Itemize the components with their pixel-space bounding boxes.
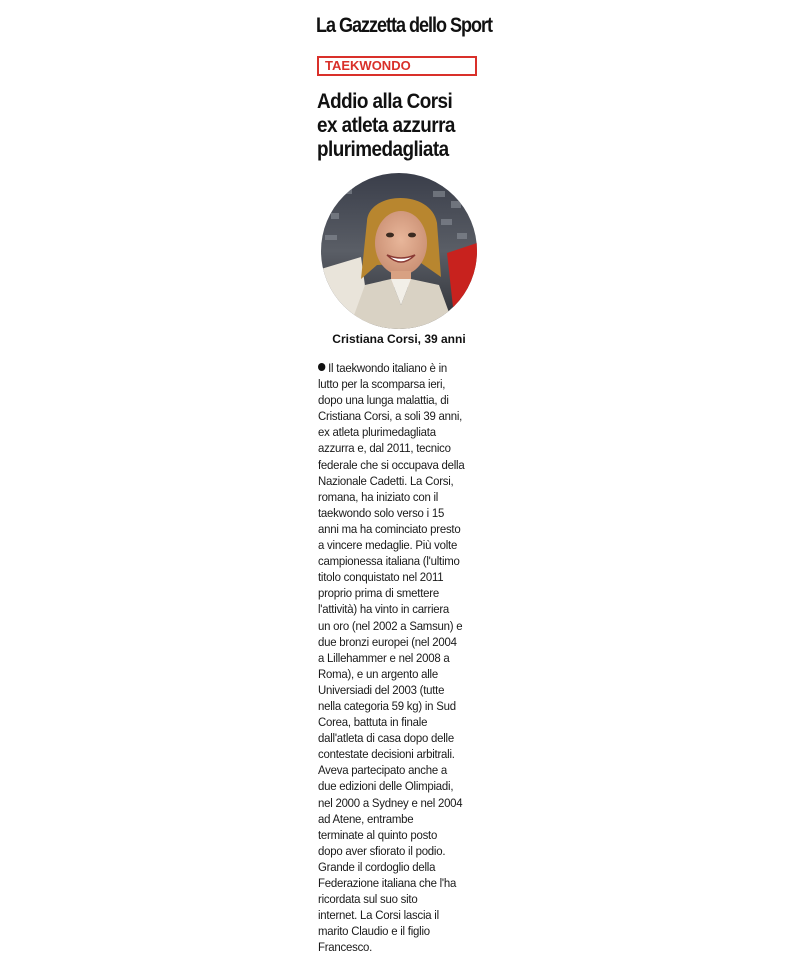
article-line: romana, ha iniziato con il <box>318 489 439 504</box>
headline-line: Addio alla Corsi <box>317 90 453 113</box>
article-line: dopo una lunga malattia, di <box>318 393 449 408</box>
article-line: Grande il cordoglio della <box>318 859 436 874</box>
article-line: lutto per la scomparsa ieri, <box>318 377 446 392</box>
article-line: contestate decisioni arbitrali. <box>318 747 455 762</box>
article-line-text: Il taekwondo italiano è in <box>328 361 447 375</box>
article-line: Cristiana Corsi, a soli 39 anni, <box>318 409 463 424</box>
article-line: l'attività) ha vinto in carriera <box>318 602 450 617</box>
article-line: due bronzi europei (nel 2004 <box>318 634 457 649</box>
article-line: taekwondo solo verso i 15 <box>318 505 445 520</box>
headline <box>317 90 470 162</box>
article-line: marito Claudio e il figlio <box>318 924 430 939</box>
article-line: dopo aver sfiorato il podio. <box>318 843 446 858</box>
article-line: azzurra e, dal 2011, tecnico <box>318 441 451 456</box>
article-line: Universiadi del 2003 (tutte <box>318 682 445 697</box>
article-line: un oro (nel 2002 a Samsun) e <box>318 618 463 633</box>
article-line: ex atleta plurimedagliata <box>318 425 436 440</box>
article-body <box>318 360 473 955</box>
article-line: terminate al quinto posto <box>318 827 438 842</box>
article-line: Francesco. <box>318 940 373 955</box>
article-line: campionessa italiana (l'ultimo <box>318 554 460 569</box>
article-line: Roma), e un argento alle <box>318 666 438 681</box>
article-line: a vincere medaglie. Più volte <box>318 538 458 553</box>
article-line: titolo conquistato nel 2011 <box>318 570 444 585</box>
article-line: nella categoria 59 kg) in Sud <box>318 698 456 713</box>
article-line: federale che si occupava della <box>318 457 465 472</box>
bullet-icon <box>318 363 325 371</box>
headline-line: plurimedagliata <box>317 138 449 161</box>
article-line: Aveva partecipato anche a <box>318 763 448 778</box>
article-line: Federazione italiana che l'ha <box>318 876 457 890</box>
portrait-photo <box>321 173 477 329</box>
section-label: TAEKWONDO <box>317 56 477 76</box>
article-line: anni ma ha cominciato presto <box>318 521 461 536</box>
article-line: ad Atene, entrambe <box>318 811 414 826</box>
article-line: Nazionale Cadetti. La Corsi, <box>318 473 454 488</box>
article-line: Corea, battuta in finale <box>318 715 428 730</box>
article-line: nel 2000 a Sydney e nel 2004 <box>318 795 463 810</box>
article-line <box>318 360 473 376</box>
article-line: a Lillehammer e nel 2008 a <box>318 650 450 665</box>
masthead: La Gazzetta dello Sport <box>316 14 492 37</box>
article-line: ricordata sul suo sito <box>318 892 418 907</box>
photo-caption: Cristiana Corsi, 39 anni <box>332 332 466 346</box>
article-line: proprio prima di smettere <box>318 586 439 601</box>
headline-line: ex atleta azzurra <box>317 114 455 137</box>
article-line: dall'atleta di casa dopo delle <box>318 731 454 746</box>
article-line: internet. La Corsi lascia il <box>318 908 439 923</box>
article-line: due edizioni delle Olimpiadi, <box>318 779 454 794</box>
